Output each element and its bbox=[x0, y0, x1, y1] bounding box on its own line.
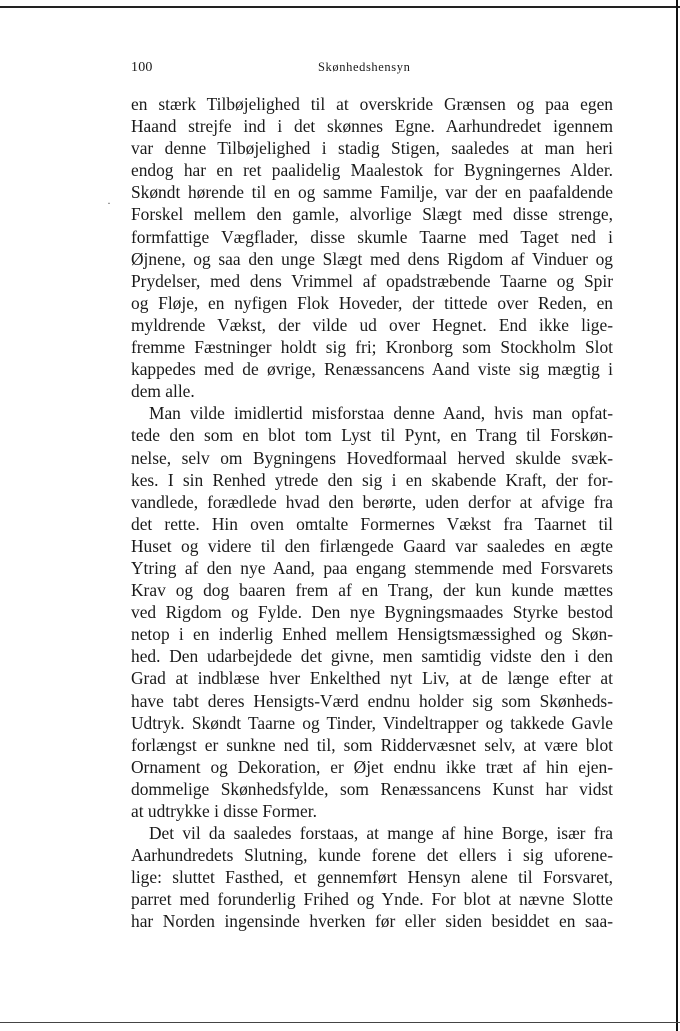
text-line: har Norden ingensinde hverken før eller siden besiddet en saa- bbox=[131, 911, 613, 932]
text-line: tede den som en blot tom Lyst til Pynt, en Trang til Forskøn- bbox=[131, 425, 613, 446]
text-line: Forskel mellem den gamle, alvorlige Slægt med disse strenge, bbox=[131, 204, 613, 225]
text-line: nelse, selv om Bygningens Hovedformaal herved skulde svæk- bbox=[131, 447, 613, 468]
text-line: Prydelser, med dens Vrimmel af opadstræbende Taarne og Spir bbox=[131, 270, 613, 291]
text-line: myldrende Vækst, der vilde ud over Hegnet. End ikke lige- bbox=[131, 314, 613, 335]
text-line: var denne Tilbøjelighed i stadig Stigen, saaledes at man heri bbox=[131, 138, 613, 159]
text-line: kes. I sin Renhed ytrede den sig i en skabende Kraft, der for- bbox=[131, 469, 613, 490]
text-line: endog har en ret paalidelig Maalestok for Bygningernes Alder. bbox=[131, 160, 613, 181]
paragraph-end-line: dem alle. bbox=[131, 381, 195, 402]
text-line: dommelige Skønhedsfylde, som Renæssancens Kunst har vidst bbox=[131, 778, 613, 799]
running-title: Skønhedshensyn bbox=[318, 60, 411, 74]
text-line: Haand strejfe ind i det skønnes Egne. Aarhundredet igennem bbox=[131, 116, 613, 137]
text-line: det rette. Hin oven omtalte Formernes Vækst fra Taarnet til bbox=[131, 513, 613, 534]
paragraph-start-line: Man vilde imidlertid misforstaa denne Aand, hvis man opfat- bbox=[149, 403, 613, 424]
margin-mark: · bbox=[107, 196, 111, 210]
text-line: vandlede, forædlede hvad den berørte, uden derfor at afvige fra bbox=[131, 491, 613, 512]
bottom-border-line bbox=[0, 1022, 680, 1023]
text-line: formfattige Vægflader, disse skumle Taarne med Taget ned i bbox=[131, 226, 613, 247]
top-border-line bbox=[0, 6, 680, 8]
paragraph-end-line: at udtrykke i disse Former. bbox=[131, 801, 317, 821]
body-text bbox=[131, 93, 613, 933]
text-line: netop i en inderlig Enhed mellem Hensigtsmæssighed og Skøn- bbox=[131, 624, 613, 645]
text-line: forlængst er sunkne ned til, som Riddervæsnet selv, at være blot bbox=[131, 734, 613, 755]
text-line: Øjnene, og saa den unge Slægt med dens Rigdom af Vinduer og bbox=[131, 248, 613, 269]
text-line: Skøndt hørende til en og samme Familje, var der en paafaldende bbox=[131, 182, 613, 203]
text-line: have tabt deres Hensigts-Værd endnu holder sig som Skønheds- bbox=[131, 690, 613, 711]
text-line: lige: sluttet Fasthed, et gennemført Hensyn alene til Forsvaret, bbox=[131, 867, 613, 888]
text-line: Ytring af den nye Aand, paa engang stemmende med Forsvarets bbox=[131, 557, 613, 578]
text-line: Udtryk. Skøndt Taarne og Tinder, Vindeltrapper og takkede Gavle bbox=[131, 712, 613, 733]
text-line: en stærk Tilbøjelighed til at overskride Grænsen og paa egen bbox=[131, 94, 613, 114]
right-border-line bbox=[676, 0, 678, 1031]
text-line: ved Rigdom og Fylde. Den nye Bygningsmaades Styrke bestod bbox=[131, 602, 613, 623]
page-number: 100 bbox=[131, 60, 153, 75]
text-line: og Fløje, en nyfigen Flok Hoveder, der tittede over Reden, en bbox=[131, 292, 613, 313]
text-line: Grad at indblæse hver Enkelthed nyt Liv, at de længe efter at bbox=[131, 668, 613, 689]
paragraph-start-line: Det vil da saaledes forstaas, at mange af hine Borge, især fra bbox=[149, 823, 613, 844]
text-line: Huset og videre til den firlængede Gaard var saaledes en ægte bbox=[131, 535, 613, 556]
text-line: parret med forunderlig Frihed og Ynde. For blot at nævne Slotte bbox=[131, 889, 613, 910]
text-line: fremme Fæstninger holdt sig fri; Kronborg som Stockholm Slot bbox=[131, 337, 613, 358]
text-line: Ornament og Dekoration, er Øjet endnu ikke træt af hin ejen- bbox=[131, 756, 613, 777]
text-line: hed. Den udarbejdede det givne, men samtidig vidste den i den bbox=[131, 646, 613, 667]
text-line: Krav og dog baaren frem af en Trang, der kun kunde mættes bbox=[131, 580, 613, 601]
text-line: kappedes med de øvrige, Renæssancens Aand viste sig mægtig i bbox=[131, 359, 613, 380]
text-line: Aarhundredets Slutning, kunde forene det ellers i sig uforene- bbox=[131, 845, 613, 866]
